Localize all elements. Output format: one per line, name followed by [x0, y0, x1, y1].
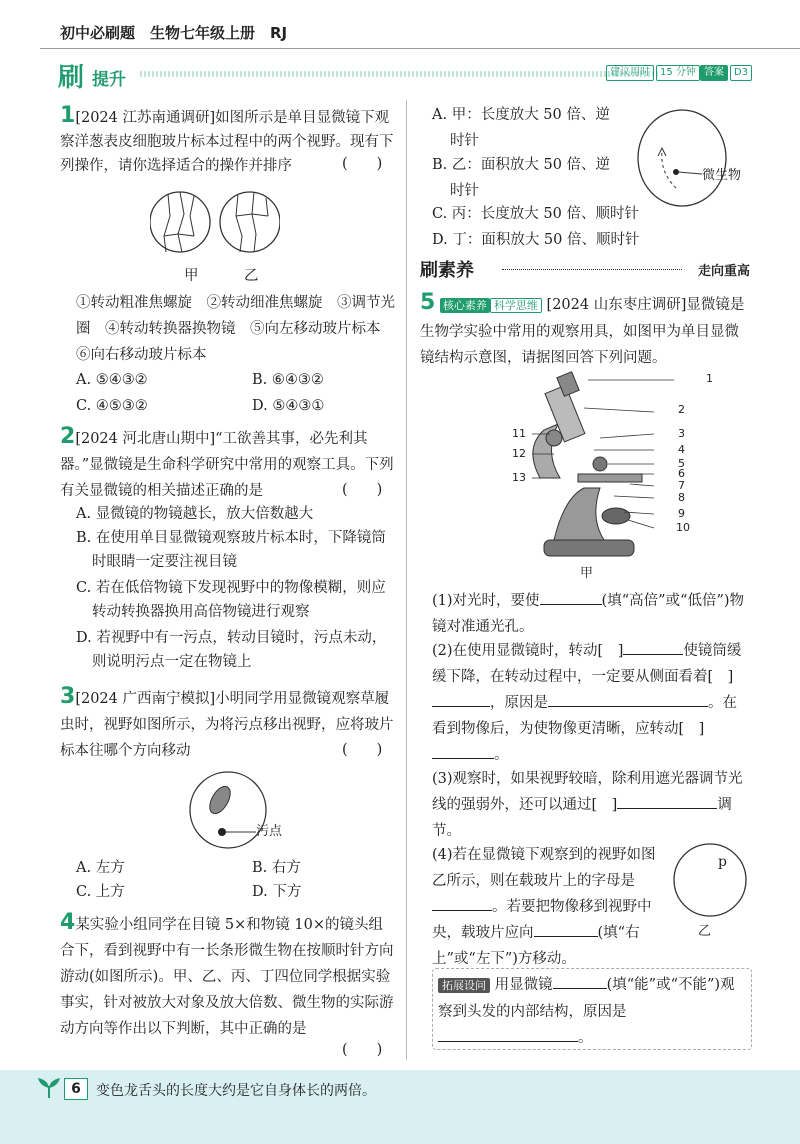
- figure-label-microbe: 微生物: [702, 168, 742, 183]
- answer-blank[interactable]: [438, 1026, 578, 1042]
- label-1: 1: [706, 372, 713, 385]
- answer-blank[interactable]: [548, 691, 668, 707]
- subquestion-3: (3)观察时，如果视野较暗，除利用遮光器调节光线的强弱外，还可以通过[ ] 调节。: [432, 771, 743, 839]
- option-a: A. 显微镜的物镜越长，放大倍数越大: [76, 506, 314, 522]
- letter-view-figure: [672, 840, 748, 920]
- badge-science: 科学思维: [490, 298, 542, 313]
- answer-paren: ( ): [342, 156, 383, 172]
- figure-label-b: 乙: [244, 268, 259, 284]
- microbe-view-figure: [632, 102, 742, 212]
- question-5: [420, 290, 750, 371]
- question-stem: [2024 河北唐山期中]“工欲善其事，必先利其器。”显微镜是生命科学研究中常用的观察工具。下列有关显微镜的相关描述正确的是: [60, 431, 394, 499]
- answer-blank[interactable]: [617, 793, 717, 809]
- page-header: [0, 0, 800, 50]
- label-7: 7: [678, 479, 685, 492]
- label-2: 2: [678, 403, 685, 416]
- option-c: C. 丙：长度放大 50 倍、顺时针: [432, 206, 639, 222]
- option-a: A. ⑤④③②: [76, 372, 148, 388]
- page-footer: [0, 1070, 800, 1144]
- label-13: 13: [512, 471, 526, 484]
- figure-label-b: 乙: [698, 924, 712, 939]
- option-d: D. ⑤④③①: [252, 398, 325, 414]
- question-number: 3: [60, 684, 76, 709]
- label-4: 4: [678, 443, 685, 456]
- label-5: 5: [678, 457, 685, 470]
- section-main-label: 刷: [58, 63, 85, 93]
- option-d: D. 下方: [252, 884, 302, 900]
- question-number: 2: [60, 424, 76, 449]
- question-stem: [2024 山东枣庄调研]显微镜是生物学实验中常用的观察用具，如图甲为单目显微镜结构示意图，请据图回答下列问题。: [420, 297, 745, 366]
- answer-blank[interactable]: [432, 895, 492, 911]
- letter-p: p: [718, 854, 727, 870]
- section-sub-label: 提升: [92, 70, 126, 90]
- section-stripe: [140, 71, 660, 77]
- section-title: 刷素养: [420, 260, 474, 281]
- minutes-tag: 15 分钟: [656, 65, 700, 81]
- label-8: 8: [678, 491, 685, 504]
- subquestion-1: (1)对光时，要使 (填“高倍”或“低倍”)物镜对准通光孔。: [432, 588, 750, 640]
- option-d: D. 丁：面积放大 50 倍、顺时针: [432, 232, 640, 248]
- option-c: C. ④⑤③②: [76, 398, 148, 414]
- book-title: 初中必刷题 生物七年级上册 RJ: [60, 24, 288, 42]
- question-number: 4: [60, 910, 76, 935]
- question-stem: [2024 江苏南通调研]如图所示是单目显微镜下观察洋葱表皮细胞玻片标本过程中的两个视野。现有下列操作，请你选择适合的操作并排序: [60, 110, 394, 174]
- figure-label-a: 甲: [580, 566, 594, 581]
- figure-label-dirt: 污点: [256, 824, 283, 839]
- label-3: 3: [678, 427, 685, 440]
- answer-blank[interactable]: [553, 973, 607, 989]
- option-c: C. 上方: [76, 884, 125, 900]
- header-divider: [40, 48, 800, 49]
- time-tag: 建议用时: [606, 65, 654, 81]
- option-a: A. 甲：长度放大 50 倍、逆时针: [432, 107, 610, 149]
- answer-page-tag: D3: [730, 65, 752, 81]
- figure-label-a: 甲: [184, 268, 199, 284]
- option-b: B. 右方: [252, 860, 301, 876]
- option-b: B. 在使用单目显微镜观察玻片标本时，下降镜筒时眼睛一定要注视目镜: [76, 530, 386, 570]
- answer-blank[interactable]: [540, 589, 602, 605]
- option-b: B. ⑥④③②: [252, 372, 324, 388]
- option-d: D. 若视野中有一污点，转动目镜时，污点未动，则说明污点一定在物镜上: [76, 630, 387, 670]
- sprout-icon: [36, 1076, 62, 1100]
- section-bar-tisheng: [58, 57, 758, 93]
- label-6: 6: [678, 467, 685, 480]
- page-number: 6: [64, 1078, 88, 1100]
- footer-tip: 变色龙舌头的长度大约是它自身体长的两倍。: [96, 1083, 376, 1099]
- question-number: 1: [60, 103, 76, 128]
- subquestion-2: (2)在使用显微镜时，转动[ ] 使镜筒缓缓下降，在转动过程中，一定要从侧面看着[ ]，原因是 。在看到物像后，为使物像更清晰，应转动[ ]。: [432, 638, 750, 768]
- label-11: 11: [512, 427, 526, 440]
- extension-tag: 拓展设问: [438, 978, 490, 993]
- label-9: 9: [678, 507, 685, 520]
- label-10: 10: [676, 521, 690, 534]
- answer-blank[interactable]: [432, 743, 494, 759]
- answer-tag: 答案: [700, 65, 728, 81]
- extension-question: 拓展设问 用显微镜 (填“能”或“不能”)观察到头发的内部结构，原因是。: [438, 972, 748, 1051]
- operations-list: ①转动粗准焦螺旋 ②转动细准焦螺旋 ③调节光圈 ④转动转换器换物镜 ⑤向左移动玻片标本 ⑥向右移动玻片标本: [76, 295, 395, 363]
- question-number: 5: [420, 290, 436, 315]
- answer-blank[interactable]: [623, 639, 683, 655]
- question-stem: 某实验小组同学在目镜 5×和物镜 10×的镜头组合下，看到视野中有一长条形微生物在按顺时针方向游动(如图所示)。甲、乙、丙、丁四位同学根据实验事实，针对被放大对象及放大倍数、微生物的实际游动方向等作出以下判断，其中正确的是: [60, 917, 394, 1037]
- option-a: A. 左方: [76, 860, 125, 876]
- answer-paren: ( ): [342, 1042, 383, 1058]
- question-4: [60, 910, 395, 1042]
- column-divider: [406, 100, 407, 1060]
- answer-blank[interactable]: [432, 691, 490, 707]
- onion-cell-views-figure: [150, 186, 280, 266]
- section-bar-suyang: [420, 256, 750, 284]
- answer-blank[interactable]: [534, 921, 598, 937]
- section-dotted-line: [502, 269, 682, 270]
- subquestion-4: (4)若在显微镜下观察到的视野如图乙所示，则在载玻片上的字母是。若要把物像移到视野中央，载玻片应向 (填“右上”或“左下”)方移动。: [432, 847, 656, 967]
- option-b: B. 乙：面积放大 50 倍、逆时针: [432, 157, 611, 199]
- option-c: C. 若在低倍物镜下发现视野中的物像模糊，则应转动转换器换用高倍物镜进行观察: [76, 580, 386, 620]
- section-right-label: 走向重高: [697, 264, 750, 279]
- answer-paren: ( ): [342, 742, 383, 758]
- label-12: 12: [512, 447, 526, 460]
- question-stem: [2024 广西南宁模拟]小明同学用显微镜观察草履虫时，视野如图所示，为将污点移出视野，应将玻片标本往哪个方向移动: [60, 691, 394, 759]
- answer-blank[interactable]: [668, 691, 708, 707]
- answer-paren: ( ): [342, 482, 383, 498]
- badge-core: 核心素养: [440, 298, 490, 313]
